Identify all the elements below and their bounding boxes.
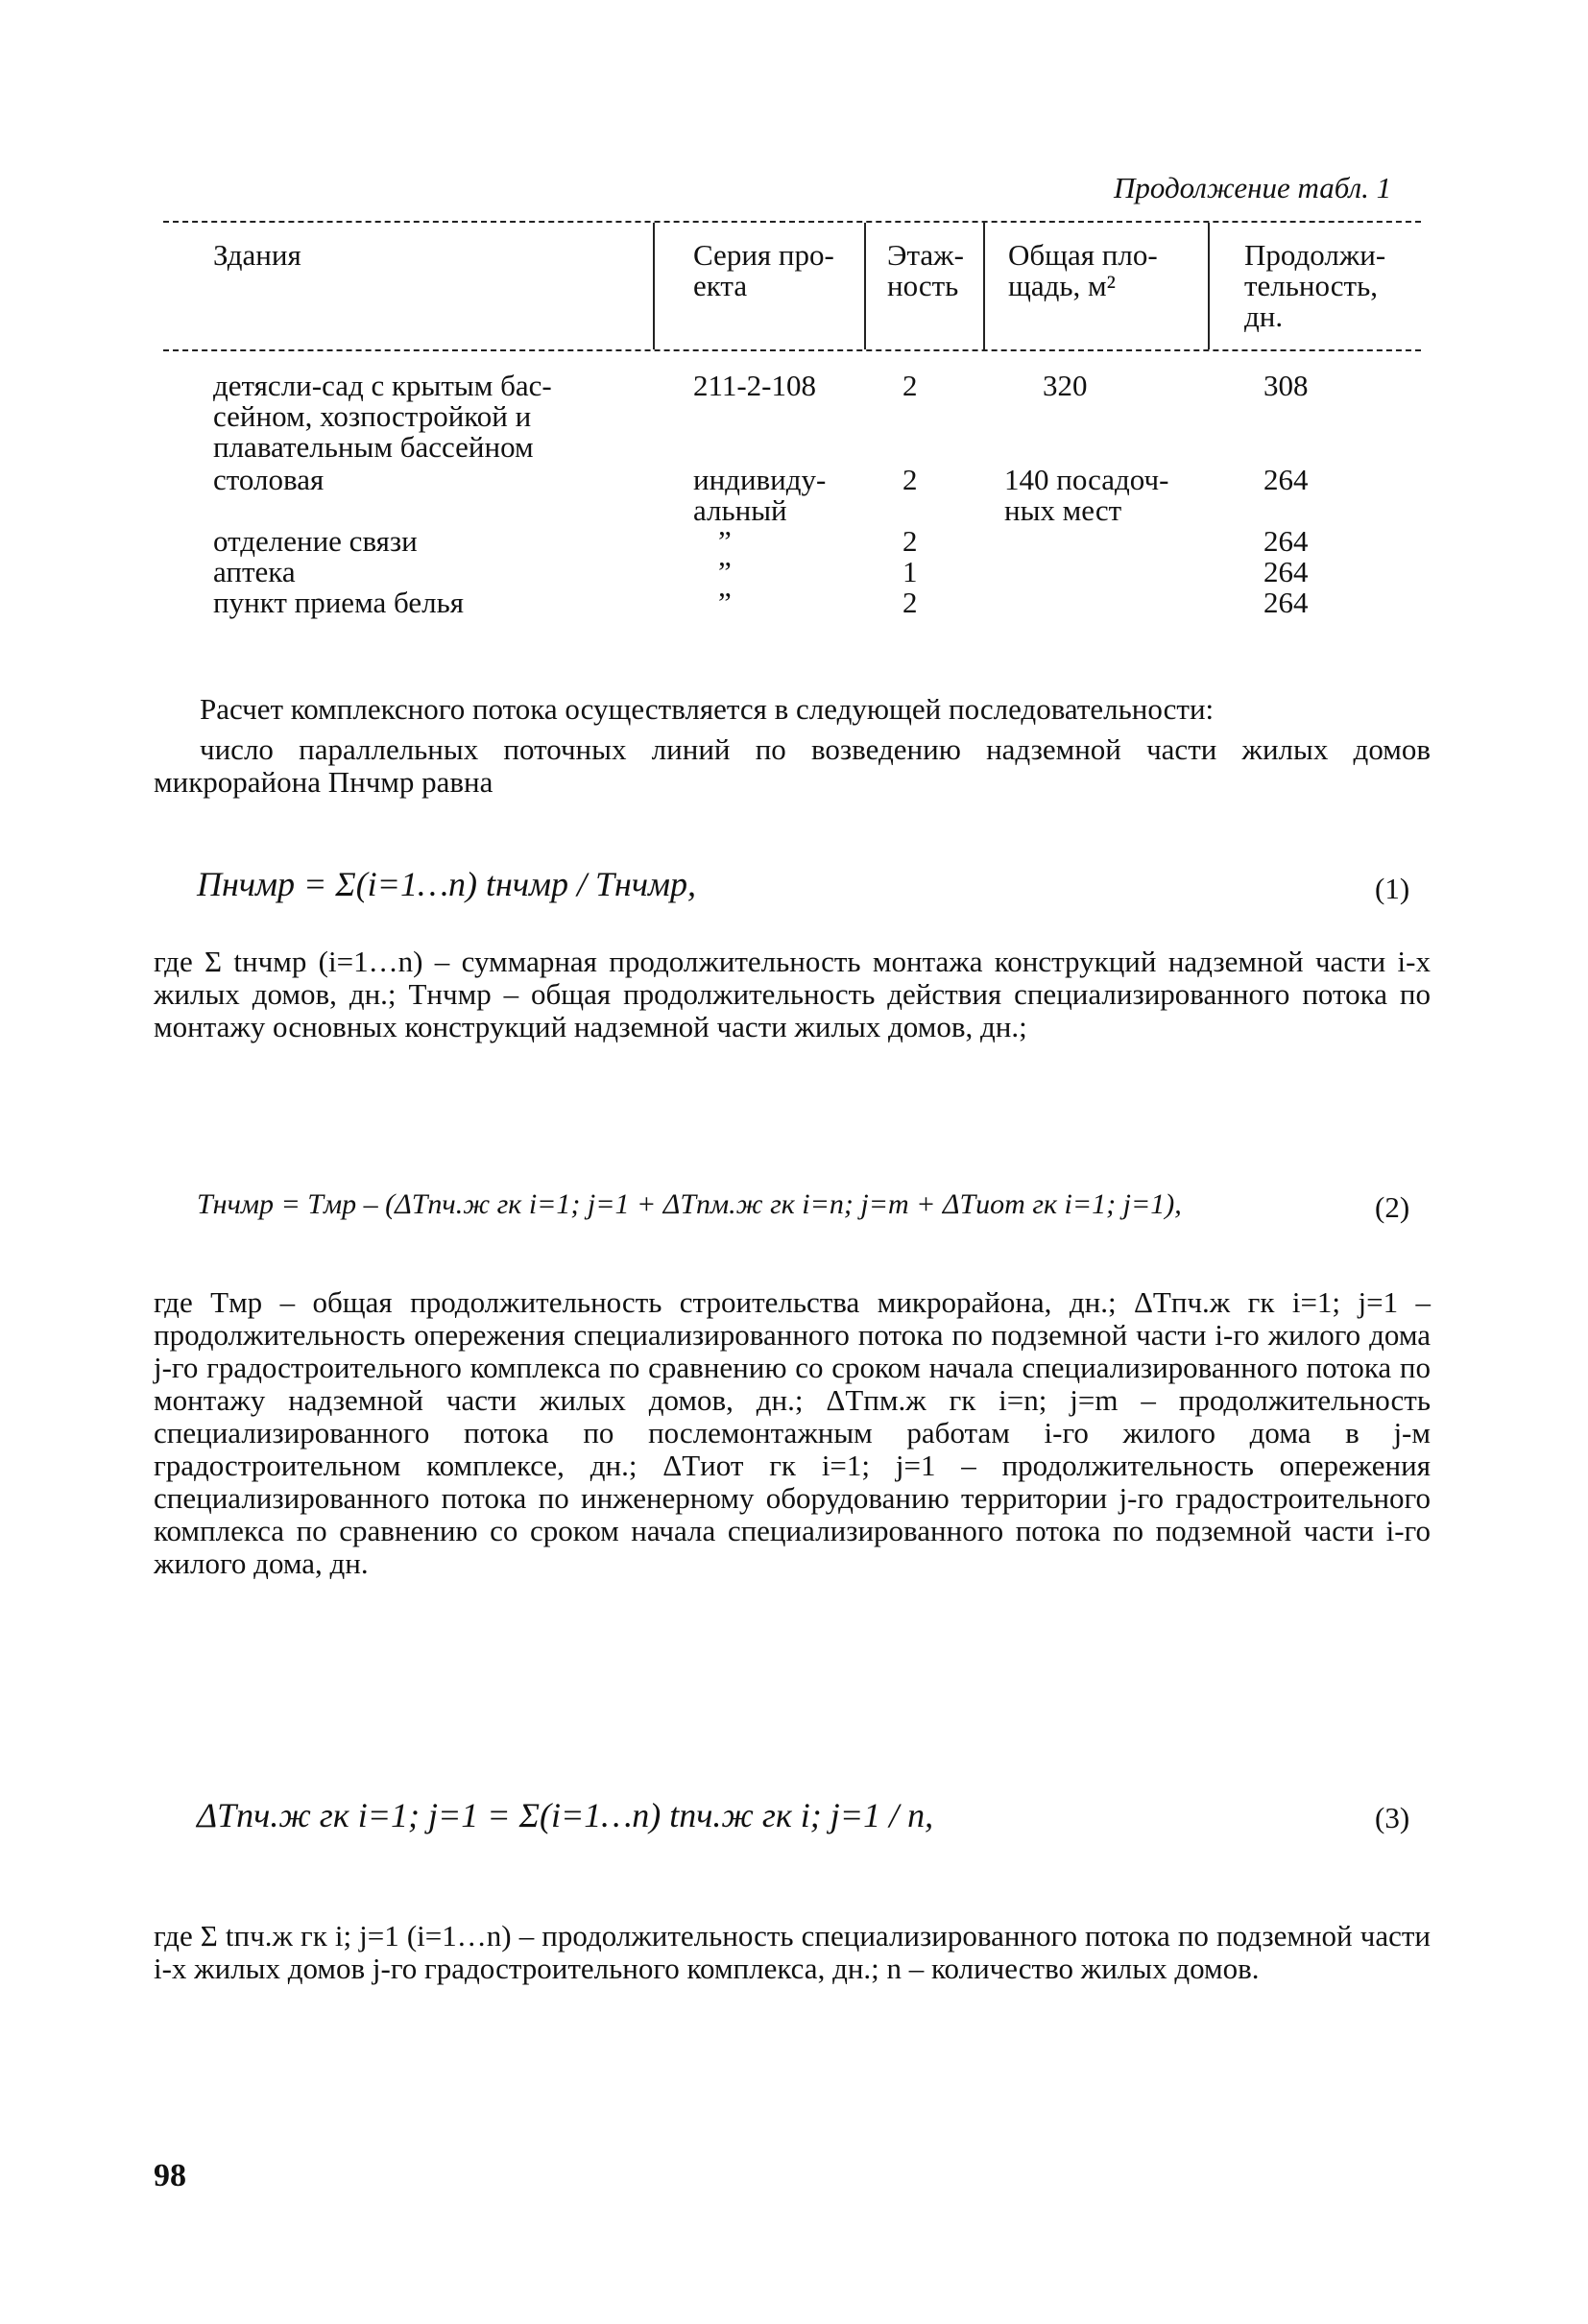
table-cell: 320 [1043,369,1088,402]
table-cell: ” [718,524,732,558]
table-top-rule [163,221,1421,223]
equation-number: (1) [1375,872,1410,905]
table-cell: столовая [213,463,325,496]
paragraph: где Σ tпч.ж гк i; j=1 (i=1…n) – продолжительность специализированного потока по подземной части i-х жилых домов j-го градостроительного комплекса, дн.; n – количество жилых домов. [154,1919,1431,1985]
table-cell: 264 [1263,555,1309,588]
table-cell: 2 [902,586,918,619]
table-column-divider [1208,223,1210,349]
table-cell: аптека [213,555,296,588]
table-header-cell: Продолжи- тельность, дн. [1244,238,1386,333]
formula-1: Пнчмр = Σ(i=1…n) tнчмр / Tнчмр, [197,865,697,903]
table-column-divider [864,223,866,349]
table-cell: 308 [1263,369,1309,402]
table-column-divider [653,223,655,349]
formula-3: ΔTпч.ж гк i=1; j=1 = Σ(i=1…n) tпч.ж гк i; j=1 / n, [197,1796,934,1834]
paragraph: где Σ tнчмр (i=1…n) – суммарная продолжительность монтажа конструкций надземной части i-х жилых домов, дн.; Tнчмр – общая продолжительность действия специализированного потока по монтажу основных конструкций надземной части жилых домов, дн.; [154,945,1431,1043]
table-header-rule [163,349,1421,351]
table-header-cell: Общая пло- щадь, м² [1008,238,1158,302]
table-cell: 1 [902,555,918,588]
table-header-cell: Серия про- екта [693,238,834,302]
paragraph: число параллельных поточных линий по возведению надземной части жилых домов микрорайона Пнчмр равна [154,732,1431,799]
table-header-cell: Этаж- ность [887,238,964,302]
table-cell: пункт приема белья [213,586,464,619]
table-column-divider [983,223,985,349]
table-cell: 264 [1263,524,1309,558]
table-continuation-caption: Продолжение табл. 1 [1114,171,1392,204]
formula-2: Tнчмр = Tмр – (ΔTпч.ж гк i=1; j=1 + ΔTпм.ж гк i=n; j=m + ΔTиот гк i=1; j=1), [197,1188,1182,1220]
table-cell: 140 посадоч- ных мест [1004,463,1169,527]
table-cell: ” [718,555,732,588]
table-cell: детясли-сад с крытым бас- сейном, хозпостройкой и плавательным бассейном [213,369,552,464]
paragraph: где Tмр – общая продолжительность строительства микрорайона, дн.; ΔTпч.ж гк i=1; j=1 – продолжительность опережения специализированного потока по подземной части i-го жилого дома j-го градостроительного комплекса по сравнению со сроком начала специализированного потока по монтажу надземной части жилых домов, дн.; ΔTпм.ж гк i=n; j=m – продолжительность специализированного потока по послемонтажным работам i-го жилого дома в j-м градостроительном комплексе, дн.; ΔTиот гк i=1; j=1 – продолжительность опережения специализированного потока по инженерному оборудованию территории j-го градостроительного комплекса по сравнению со сроком начала специализированного потока по подземной части i-го жилого дома, дн. [154,1285,1431,1580]
equation-number: (2) [1375,1190,1410,1224]
table-cell: 264 [1263,463,1309,496]
paragraph: Расчет комплексного потока осуществляется в следующей последовательности: [200,692,1215,726]
table-cell: 2 [902,463,918,496]
table-cell: индивиду- альный [693,463,827,527]
table-cell: 264 [1263,586,1309,619]
table-cell: 211-2-108 [693,369,816,402]
equation-number: (3) [1375,1801,1410,1834]
table-header-cell: Здания [213,238,301,272]
table-cell: отделение связи [213,524,418,558]
page-number: 98 [154,2158,186,2193]
table-cell: 2 [902,369,918,402]
table-cell: ” [718,586,732,619]
table-cell: 2 [902,524,918,558]
